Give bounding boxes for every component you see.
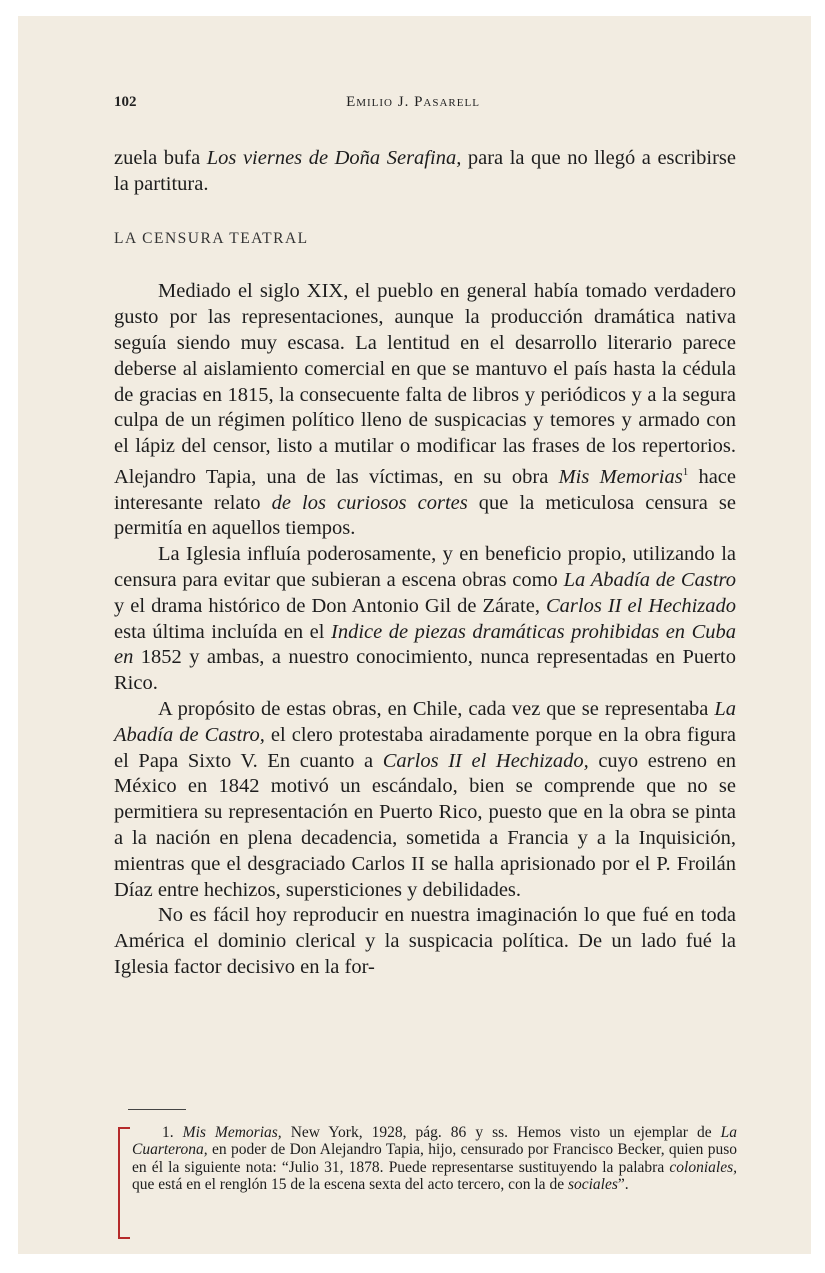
italic-phrase: de los curiosos cortes	[271, 491, 468, 514]
paragraph: La Iglesia influía poderosamente, y en beneficio propio, utilizando la censura para evitar que subieran a escena obras como La Abadía de Castro y el drama histórico de Don Antonio Gil de Zárate, Carlos II el Hechizado esta última incluída en el Indice de piezas dramáticas prohibidas en Cuba en 1852 y ambas, a nuestro conocimiento, nunca representadas en Puerto Rico.	[114, 543, 737, 695]
italic-title: Carlos II el Hechizado	[545, 594, 737, 617]
paragraph: A propósito de estas obras, en Chile, cada vez que se representaba La Abadía de Castro, el clero protestaba airadamente porque en la obra figura el Papa Sixto V. En cuanto a Carlos II el Hechizado, cuyo estreno en México en 1842 motivó un escándalo, bien se comprende que no se permitiera su representación en Puerto Rico, puesto que en la obra se pinta a la nación en plena decadencia, sometida a Francia y a la Inquisición, mientras que el desgraciado Carlos II se halla aprisionado por el P. Froilán Díaz entre hechizos, supersticiones y debilidades.	[114, 697, 736, 901]
running-head: Emilio J. Pasarell	[346, 94, 480, 110]
paragraph: No es fácil hoy reproducir en nuestra imaginación lo que fué en toda América el dominio clerical y la suspicacia política. De un lado fué la Iglesia factor decisivo en la for-	[114, 904, 736, 978]
red-ink-bracket	[118, 1127, 130, 1239]
main-text	[114, 146, 736, 981]
italic-title: Los viernes de Doña Serafina,	[206, 147, 462, 169]
italic-title: Mis Memorias	[558, 465, 683, 488]
book-page	[18, 16, 811, 1254]
footnote-text: 1. Mis Memorias, New York, 1928, pág. 86 y ss. Hemos visto un ejemplar de La Cuarterona, en poder de Don Alejandro Tapia, hijo, censurado por Francisco Becker, quien puso en él la siguiente nota: “Julio 31, 1878. Puede representarse sustituyendo la palabra coloniales, que está en el renglón 15 de la escena sexta del acto tercero, con la de sociales”.	[132, 1124, 737, 1194]
page-header	[114, 94, 712, 118]
footnote-rule	[128, 1109, 186, 1110]
footnote-marker: 1	[682, 465, 689, 478]
italic-title: Indice de piezas dramáticas prohibidas en Cuba en	[114, 620, 736, 669]
italic-title: La Abadía de Castro,	[114, 697, 736, 746]
page-number: 102	[114, 94, 137, 110]
paragraph-continuation: zuela bufa Los viernes de Doña Serafina, para la que no llegó a escribirse la partitura.	[114, 147, 737, 195]
section-title: LA CENSURA TEATRAL	[114, 229, 309, 247]
italic-title: La Abadía de Castro	[563, 568, 736, 591]
footnote	[132, 1124, 737, 1194]
paragraph: Mediado el siglo XIX, el pueblo en general había tomado verdadero gusto por las representaciones, aunque la producción dramática nativa seguía siendo muy escasa. La lentitud en el desarrollo literario parece deberse al aislamiento comercial en que se mantuvo el país hasta la cédula de gracias en 1815, la consecuente falta de libros y periódicos y a la segura culpa de un régimen político lleno de suspicacias y temores y armado con el lápiz del censor, listo a mutilar o modificar las frases de los repertorios. Alejandro Tapia, una de las víctimas, en su obra Mis Memorias$^1$ hace interesante relato de los curiosos cortes que la meticulosa censura se permitía en aquellos tiempos.	[114, 280, 737, 540]
italic-title: Carlos II el Hechizado,	[382, 749, 589, 772]
